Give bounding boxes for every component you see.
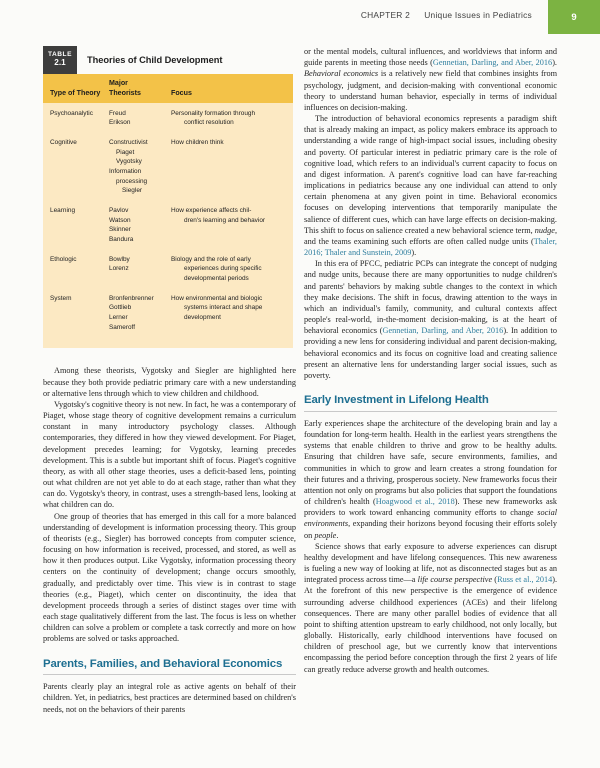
key-term: life course perspective [417,575,493,585]
paragraph [304,46,557,113]
theorist-item: processing [116,177,148,185]
row-type: Learning [43,201,109,250]
page-number-tab: 9 [548,0,600,34]
table-caption-row [43,46,293,74]
table-row [43,250,293,289]
citation-link[interactable]: Thaler, 2016; Thaler and Sunstein, 2009 [304,236,557,258]
running-head-chapter-label: CHAPTER 2 [360,10,411,20]
table-header-row [43,74,293,103]
table-row [43,289,293,349]
row-focus [171,289,293,349]
paragraph [304,113,557,258]
text-run: ( [492,575,498,585]
theorist-item: Erikson [109,119,131,127]
table-head [43,74,293,103]
theorist-item: Bowlby [109,255,130,263]
text-run: In this era of PFCC, pediatric PCPs can integrate the concept of nudging and nudge units, because there are many opportunities to nudge children's and parents' behaviors by making subtle changes to the context in which they make decisions. The shift in focus, drawing attention to the ways in which an individual's family, community, and cultural contexts affect people's real-world, in-the-moment decision-making, is at the heart of behavioral economics ( [304,259,557,336]
row-focus [171,133,293,201]
text-run: The introduction of behavioral economics represents a paradigm shift that is already making an impact, as policy makers embrace its approach to understanding a wide range of high-impact social issues, including obesity and poverty. Of particular interest in pediatric primary care is the role of cognitive load, which refers to an individual's current capacity to focus on and digest information. A parent's cognitive load can have far-reaching implications in pediatrics because any one individual can attend to only certain phenomena at any given point in time. Behavioral economics focuses on developing interventions that temporarily manipulate the salience of different cues, which can have large effects on decision-making. This shift to focus on salience created a new behavioral science term, [304,114,557,235]
focus-line: How children think [171,138,224,146]
theorist-item: Skinner [109,226,131,234]
citation-link[interactable]: Russ et al., 2014 [497,575,553,585]
section-heading-parents-families: Parents, Families, and Behavioral Economics [43,658,296,676]
paragraph: One group of theories that has emerged in this call for a more balanced understanding of development is information processing theory. This group of theorists (e.g., Siegler) has borrowed concepts from computer science, focusing on how information is received, processed, and stored, as well as how it then produces output. Like Vygotsky, information processing theory centers on the continuity of development; change occurs smoothly, gradually, and predictably over time. This view is in contrast to stage theories (e.g., Piaget), which center on discontinuity, the idea that development proceeds through a series of distinct stages over time with each stage qualitatively different from the last. The focus is less on whether children can solve a problem or complete a task correctly and more on how problems are solved or tasks approached. [43,511,296,644]
table-badge-number: 2.1 [54,57,66,67]
theorist-item: Bronfenbrenner [109,294,154,302]
table-header-theorists-line2: Theorists [109,89,141,98]
table-number-badge [43,46,77,74]
running-head-text [361,10,532,20]
text-run: is a relatively new field that combines insights from psychology, judgment, and decision-making with conventional economic theory to understand human behavior, especially in terms of individual influences on decision-making. [304,69,557,112]
text-run: or the mental models, cultural influences, and worldviews that inform and guide parents in meeting those needs ( [304,47,557,68]
text-run: ). [552,58,557,68]
running-head-chapter-title: Unique Issues in Pediatrics [424,10,532,20]
theorist-item: Lerner [109,313,128,321]
table-header-focus-label: Focus [171,89,192,98]
paragraph: Vygotsky's cognitive theory is not new. In fact, he was a contemporary of Piaget, whose stage theory of cognitive development remains a curriculum constant in many introductory psychology classes. Although contemporaries, they differed in how they viewed development. For Piaget, development precedes learning; for Vygotsky, learning precedes development. This is a subtle but important shift of focus. Piaget's cognitive theory, as with all other stage theories, uses a deficit-based lens, pointing out what children are not yet able to do at each stage, rather than what they can do. Vygotsky's theory, in contrast, uses a strength-based lens, looking at what children can do. [43,399,296,510]
paragraph: Parents clearly play an integral role as active agents on behalf of their children. Yet, in pediatrics, best practices are determined based on children's needs, not on the behaviors of their parents [43,682,296,714]
section-heading-early-investment: Early Investment in Lifelong Health [304,394,557,412]
table-header-type-label: Type of Theory [50,89,101,98]
focus-line: Biology and the role of early [171,255,251,263]
key-term: people [314,530,337,540]
row-theorists [109,201,171,250]
focus-line: How environmental and biologic [171,294,263,302]
theorist-item: Gottlieb [109,304,132,312]
theorist-item: Sameroff [109,323,136,331]
row-focus [171,250,293,289]
key-term: social environments [304,508,557,529]
citation-link[interactable]: Gennetian, Darling, and Aber, 2016 [432,58,553,68]
theorist-item: Lorenz [109,265,129,273]
table-row [43,133,293,201]
table-body [43,103,293,349]
theorist-item: Pavlov [109,206,129,214]
focus-line: conflict resolution [184,119,234,127]
row-type: Ethologic [43,250,109,289]
table-header-focus [171,74,293,103]
text-run: ). These new frameworks ask providers to work toward enhancing community efforts to change [304,497,557,518]
row-focus [171,103,293,133]
text-run: ). In addition to providing a new lens for considering individual and parent decision-making, behavioral economics and its focus on cognitive load and creating salience present an alternative lens for understanding larger social issues, such as poverty. [304,326,557,380]
theorist-item: Information [109,167,142,175]
right-column [304,46,557,675]
theorist-list [109,255,166,274]
focus-line: dren's learning and behavior [184,216,266,224]
theorist-item: Piaget [116,148,135,156]
row-type: Cognitive [43,133,109,201]
paragraph [304,258,557,381]
key-term: nudge [534,225,555,235]
row-theorists [109,133,171,201]
theorist-item: Constructivist [109,138,148,146]
table-header-theorists-line1: Major [109,79,128,87]
row-theorists [109,103,171,133]
theorist-item: Watson [109,216,131,224]
paragraph: Among these theorists, Vygotsky and Siegler are highlighted here because they both provide pediatric primary care with a new understanding or alternative lens through which to view children and childhood. [43,366,296,398]
theorist-list [109,109,166,128]
text-run: ). [411,248,417,258]
focus-line: Personality formation through [171,109,256,117]
text-run: ). At the forefront of this new perspective is the emergence of evidence surrounding adverse childhood experiences (ACEs) and their lifelong consequences. There are many other parallel bodies of evidence that all point to shifting attention upstream to early childhood, not only locally, but globally. Historically, early childhood interventions have focused on children of preschool age, but we currently know that interventions encompassing the period before conception through the first 2 years of life can greatly reduce adverse growth and health outcomes. [304,575,558,674]
table-row [43,201,293,250]
key-term: Behavioral economics [304,69,379,79]
row-theorists [109,250,171,289]
focus-line: experiences during specific [184,265,262,273]
focus-line: systems interact and shape [184,304,263,312]
theorist-list [109,294,166,333]
text-run: Science shows that early exposure to adverse experiences can disrupt healthy development and have lifelong consequences. This new awareness is fueling a new way of looking at life, not as disconnected stages but as an integrated process across time—a [304,541,557,585]
running-head [0,0,600,34]
table-header-theorists [109,74,171,103]
citation-link[interactable]: Hoagwood et al., 2018 [375,497,455,507]
theorist-item: Freud [109,109,126,117]
text-run: , and the teams examining such efforts are often called nudge units ( [304,225,557,246]
theorist-list [109,206,166,245]
theorist-item: Bandura [109,235,134,243]
paragraph [304,418,557,541]
table-badge-word: TABLE [48,50,72,58]
focus-line: developmental periods [184,274,249,282]
theorist-item: Siegler [122,187,143,195]
theories-table [43,74,293,348]
theorist-list [109,138,166,196]
table-title: Theories of Child Development [87,55,223,65]
row-theorists [109,289,171,349]
text-run: , expanding their horizons beyond focusing their efforts solely on [304,519,557,540]
row-focus [171,201,293,250]
table-header-type [43,74,109,103]
citation-link[interactable]: Gennetian, Darling, and Aber, 2016 [382,326,504,336]
focus-line: How experience affects chil- [171,206,252,214]
left-column [43,46,296,715]
focus-line: development [184,313,221,321]
text-run: . [336,530,339,540]
row-type: Psychoanalytic [43,103,109,133]
text-run: Early experiences shape the architecture of the developing brain and lay a foundation for long-term health. Health in the earliest years strengthens the systems that enable children to thrive and grow to be healthy adults. Ensuring that children have safe, secure environments, families, and communities in which to grow and learn creates a strong foundation for their futures and a thriving, prosperous society. New frameworks focus their attention not only on programs but also policies that support the foundations of children's health ( [304,418,557,507]
paragraph [304,541,557,675]
theorist-item: Vygotsky [116,158,142,166]
table-row [43,103,293,133]
table-2-1 [43,46,293,348]
row-type: System [43,289,109,349]
